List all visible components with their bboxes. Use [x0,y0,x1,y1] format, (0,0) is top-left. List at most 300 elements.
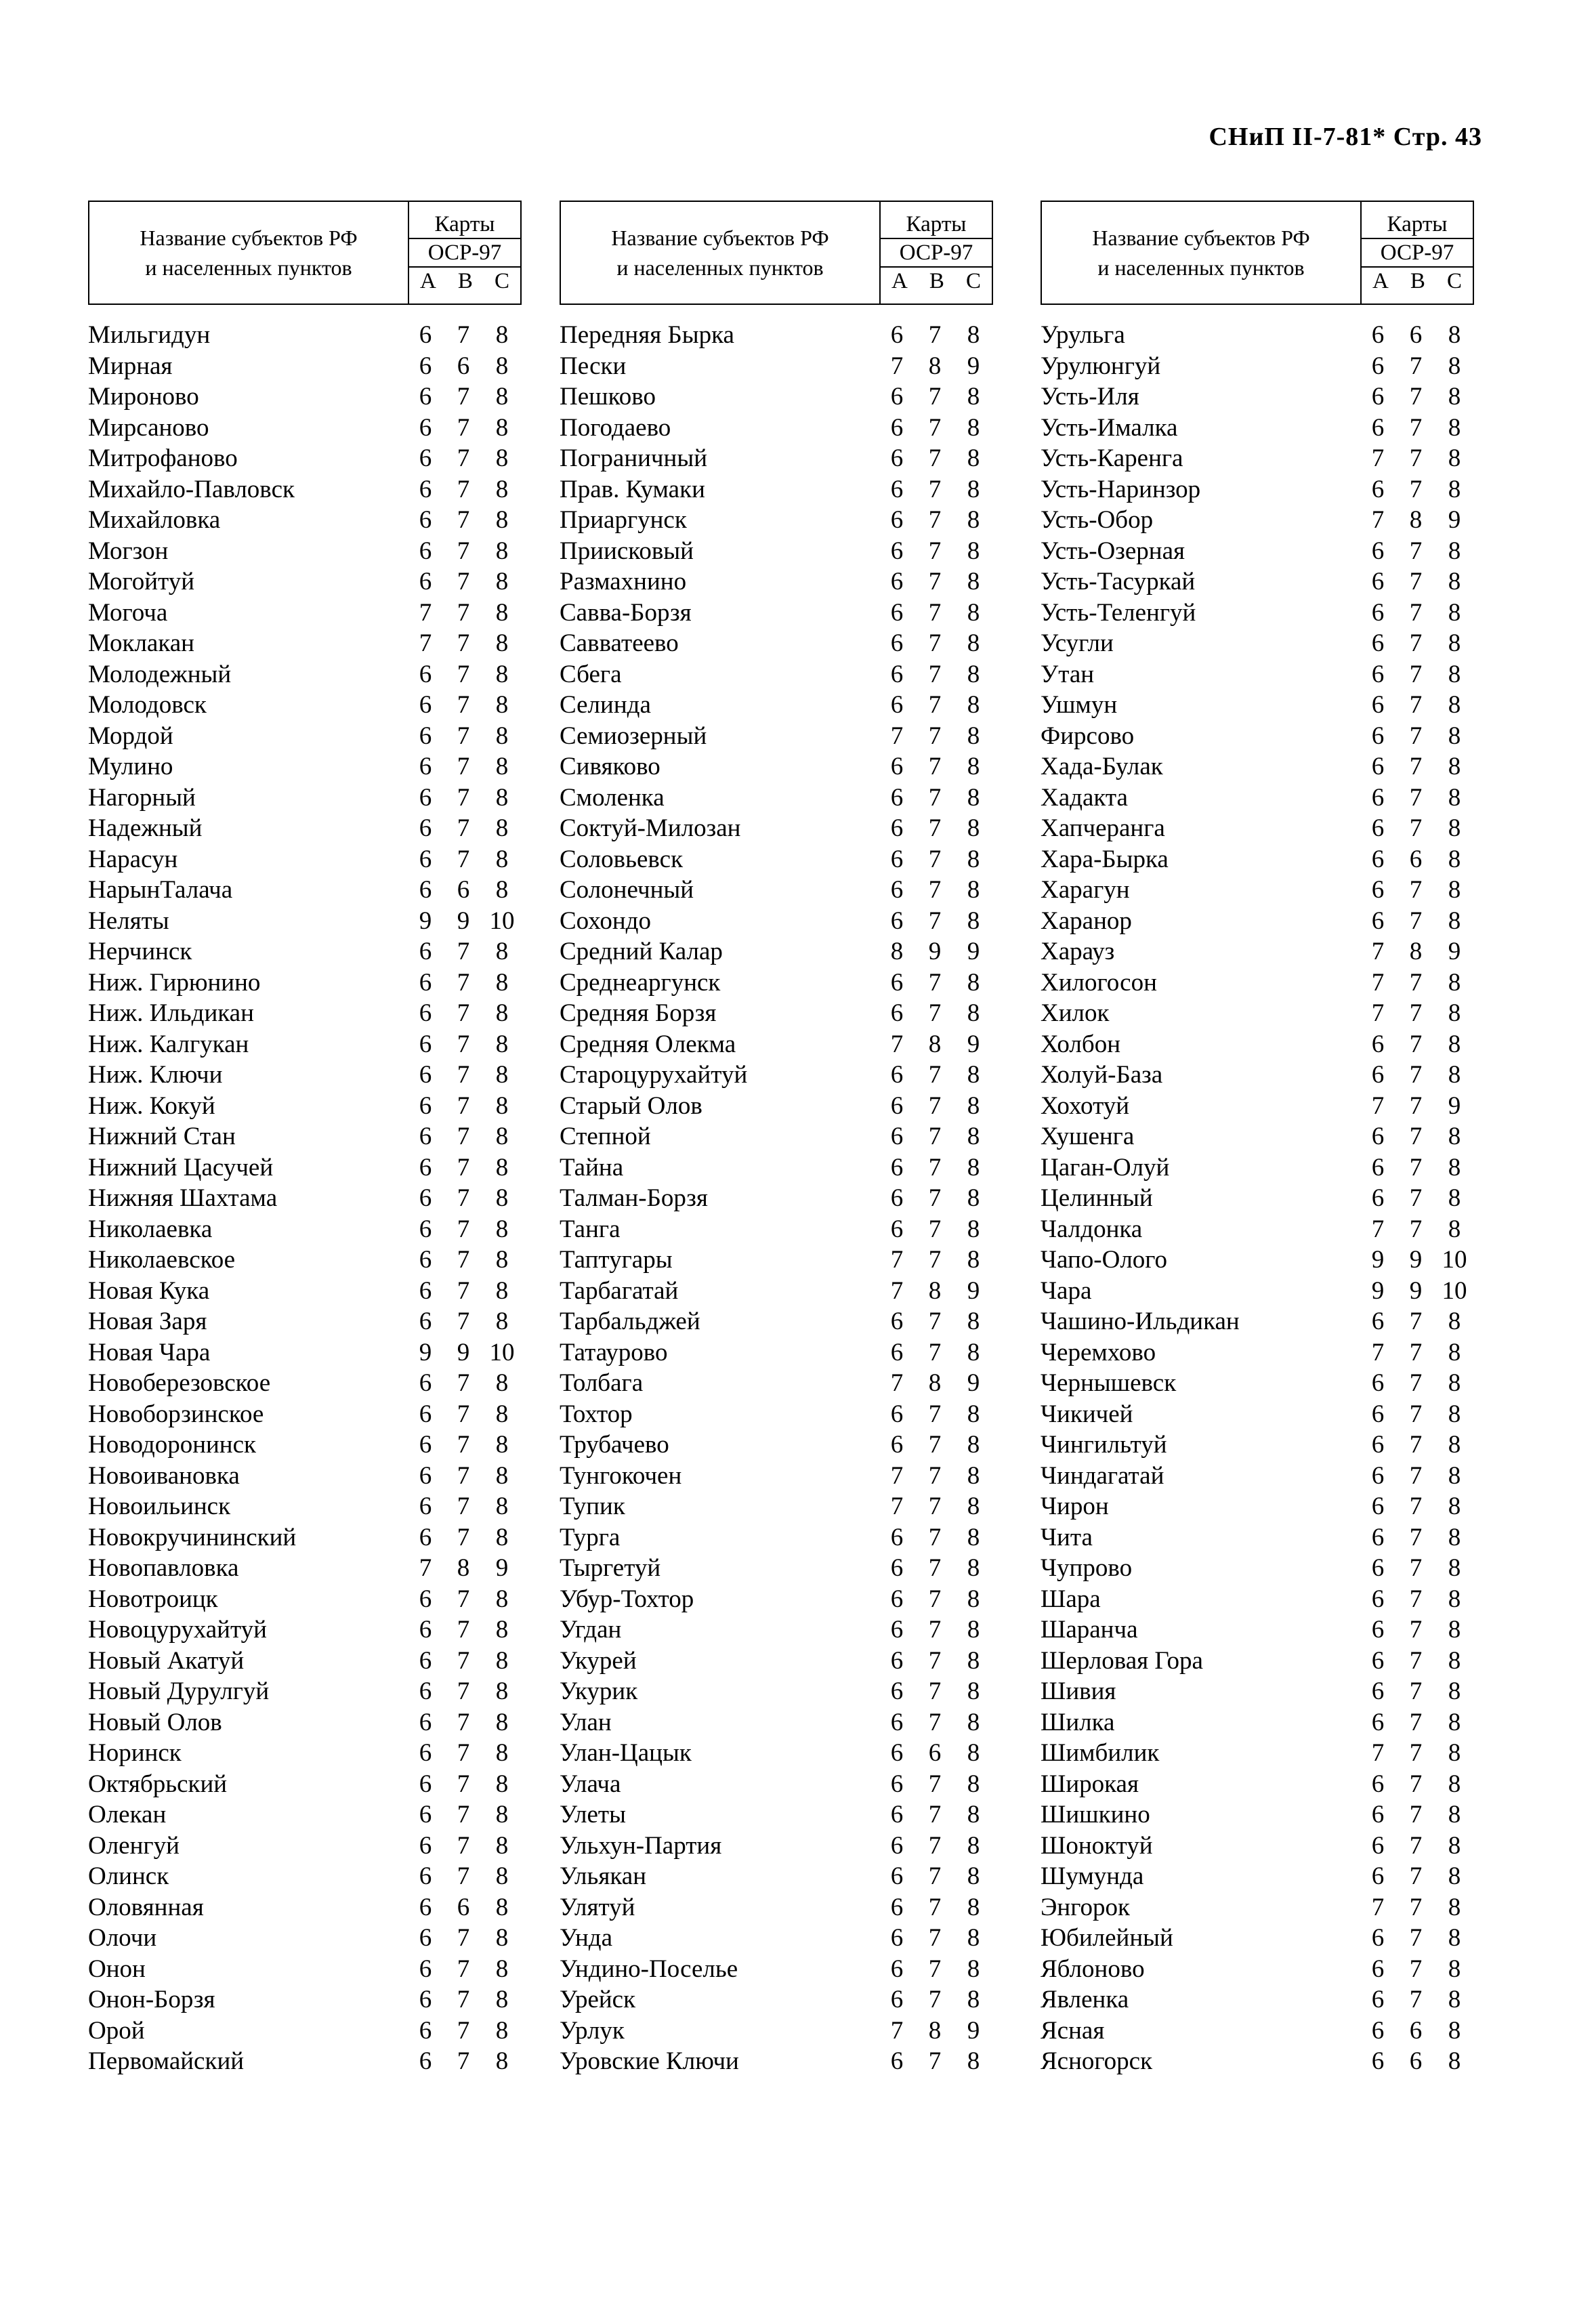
map-a-value: 6 [419,1646,432,1675]
map-c-value: 8 [1448,999,1461,1028]
table-row [88,1646,522,1677]
table-row [1041,2015,1474,2047]
map-a-value: 6 [1371,1431,1385,1459]
table-column-2 [560,201,993,2077]
map-a-value: 6 [890,999,904,1028]
map-a-value: 7 [1371,1091,1385,1120]
map-b-value: 7 [928,1400,942,1428]
map-c-value: 8 [1448,537,1461,565]
map-a-value: 6 [1371,1492,1385,1521]
map-b-value: 7 [928,660,942,688]
map-c-value: 8 [495,1091,509,1120]
table-row [88,967,522,999]
map-c-value: 8 [495,506,509,535]
map-b-value: 8 [457,1554,470,1583]
map-b-value: 7 [457,1523,470,1551]
map-c-value: 8 [1448,1030,1461,1058]
table-row [1041,1491,1474,1522]
map-c-value: 8 [1448,1492,1461,1521]
map-c-value: 8 [967,968,980,997]
map-a-value: 6 [1371,691,1385,719]
map-a-value: 7 [890,1246,904,1274]
map-a-value: 6 [419,1616,432,1644]
map-a-value: 6 [890,814,904,843]
map-c-value: 8 [967,1955,980,1983]
map-a-value: 6 [890,568,904,596]
map-a-value: 6 [890,845,904,873]
table-row [560,1522,993,1553]
settlement-name: Нагорный [88,783,196,812]
map-a-value: 6 [890,383,904,411]
map-c-value: 8 [495,660,509,688]
map-c-value: 8 [1448,753,1461,781]
map-c-value: 8 [1448,1893,1461,1921]
map-a-value: 6 [419,1431,432,1459]
map-b-value: 7 [457,1585,470,1613]
map-a-value: 6 [419,1246,432,1274]
map-a-value: 6 [1371,1061,1385,1089]
map-c-value: 8 [967,1308,980,1336]
map-b-value: 7 [457,1123,470,1151]
settlement-name: Михайловка [88,506,221,535]
table-row [560,2015,993,2047]
map-a-value: 6 [890,1400,904,1428]
map-a-value: 6 [890,1739,904,1768]
map-a-value: 7 [1371,1215,1385,1243]
table-row [88,1337,522,1369]
table-row [88,536,522,567]
maps-header-line2: ОСР-97 [1362,238,1473,268]
table-rows [560,320,993,2077]
map-c-value: 8 [495,629,509,658]
map-b-value: 7 [457,1461,470,1490]
map-b-value: 7 [1409,906,1423,935]
map-c-value: 8 [1448,413,1461,442]
map-a-value: 6 [419,568,432,596]
table-row [1041,1584,1474,1615]
table-row [560,2046,993,2077]
map-b-value: 7 [1409,1431,1423,1459]
settlement-name: Шумунда [1041,1862,1144,1891]
table-row [88,381,522,413]
map-c-value: 8 [967,537,980,565]
settlement-name: Чирон [1041,1492,1109,1521]
settlement-name: Шаранча [1041,1616,1138,1644]
settlement-name: Усть-Ималка [1041,413,1178,442]
map-a-value: 6 [419,1276,432,1305]
map-b-value: 7 [1409,629,1423,658]
table-row [560,998,993,1029]
map-a-value: 7 [419,1554,432,1583]
map-c-value: 8 [967,321,980,350]
map-c-value: 8 [1448,906,1461,935]
map-c-value: 8 [967,660,980,688]
map-b-value: 7 [457,1308,470,1336]
map-b-value: 7 [1409,999,1423,1028]
table-column-1 [88,201,522,2077]
map-a-value: 6 [419,537,432,565]
map-a-value: 6 [419,1955,432,1983]
map-c-value: 8 [1448,629,1461,658]
map-a-value: 6 [1371,1708,1385,1736]
map-a-value: 6 [419,1184,432,1213]
map-c-value: 8 [495,413,509,442]
settlement-name: Неляты [88,906,169,935]
map-a-value: 6 [1371,1955,1385,1983]
map-a-value: 6 [1371,845,1385,873]
table-row [1041,1029,1474,1060]
map-c-value: 8 [1448,691,1461,719]
map-a-value: 6 [419,1770,432,1798]
table-row [1041,320,1474,351]
map-c-value: 8 [967,691,980,719]
map-a-value: 6 [419,352,432,380]
map-a-value: 7 [1371,1893,1385,1921]
settlement-name: Тайна [560,1153,624,1182]
settlement-name: Митрофаново [88,444,238,473]
table-row [560,1491,993,1522]
map-c-value: 9 [967,1369,980,1398]
settlement-name: Широкая [1041,1770,1139,1798]
map-c-value: 8 [1448,1123,1461,1151]
map-c-value: 8 [967,1862,980,1891]
settlement-name: Хара-Бырка [1041,845,1169,873]
name-header-line1: Название субъектов РФ [1092,226,1310,250]
map-b-value: 7 [457,1677,470,1706]
table-row [88,1214,522,1245]
map-b-value: 7 [928,1431,942,1459]
map-b-value: 7 [928,1338,942,1366]
settlement-name: Усть-Иля [1041,383,1139,411]
settlement-name: Мирная [88,352,173,380]
map-c-value: 8 [495,1400,509,1428]
map-b-value: 6 [928,1739,942,1768]
table-row [560,413,993,444]
map-a-value: 6 [1371,753,1385,781]
settlement-name: Убур-Тохтор [560,1585,694,1613]
table-row [560,721,993,752]
settlement-name: Новая Заря [88,1308,207,1336]
map-a-value: 6 [419,1986,432,2014]
table-row [560,1892,993,1923]
settlement-name: Утан [1041,660,1095,688]
table-header [1041,201,1474,305]
settlement-name: Среднеаргунск [560,968,721,997]
name-header-line1: Название субъектов РФ [140,226,358,250]
map-b-value: 7 [457,2047,470,2076]
settlement-name: Хадакта [1041,783,1128,812]
table-row [1041,659,1474,690]
map-a-value: 6 [419,1123,432,1151]
settlement-name: Шерловая Гора [1041,1646,1203,1675]
map-b-value: 6 [457,352,470,380]
table-row [88,1984,522,2015]
map-b-value: 7 [1409,1739,1423,1768]
table-row [1041,1091,1474,1122]
table-row [88,413,522,444]
maps-header-line1: Карты [906,212,967,236]
map-b-value: 7 [928,598,942,627]
map-a-value: 6 [419,1831,432,1860]
map-b-value: 7 [457,814,470,843]
map-c-value: 8 [1448,722,1461,750]
map-c-value: 10 [1442,1246,1467,1274]
map-a-value: 6 [419,691,432,719]
settlement-name: Хилок [1041,999,1110,1028]
map-b-value: 6 [1409,2016,1423,2045]
map-b-value: 7 [928,1616,942,1644]
settlement-name: Нижний Стан [88,1123,236,1151]
settlement-name: Танга [560,1215,621,1243]
map-b-value: 7 [1409,1986,1423,2014]
map-b-value: 7 [457,783,470,812]
table-row [560,1276,993,1307]
map-a-value: 6 [419,2016,432,2045]
settlement-name: Фирсово [1041,722,1135,750]
settlement-name: Старый Олов [560,1091,702,1120]
table-row [1041,1676,1474,1707]
map-a-value: 6 [890,1431,904,1459]
settlement-name: НарынТалача [88,876,233,904]
table-row [1041,782,1474,814]
map-a-value: 6 [1371,1585,1385,1613]
map-b-value: 9 [1409,1276,1423,1305]
map-a-value: 6 [890,1708,904,1736]
map-a-value: 7 [890,2016,904,2045]
col-b-header: В [929,269,944,293]
map-b-value: 7 [928,1801,942,1829]
map-b-value: 7 [457,413,470,442]
map-a-value: 6 [890,906,904,935]
map-c-value: 8 [1448,1739,1461,1768]
map-c-value: 8 [1448,1431,1461,1459]
map-b-value: 7 [457,1276,470,1305]
table-row [88,1923,522,1954]
map-b-value: 7 [1409,352,1423,380]
map-c-value: 8 [967,1338,980,1366]
map-c-value: 8 [495,2016,509,2045]
map-a-value: 6 [1371,1523,1385,1551]
map-a-value: 6 [890,1061,904,1089]
map-b-value: 7 [1409,1801,1423,1829]
map-c-value: 8 [967,1646,980,1675]
map-b-value: 9 [928,938,942,966]
table-row [88,1799,522,1831]
map-c-value: 8 [1448,1862,1461,1891]
table-row [88,1738,522,1769]
map-a-value: 6 [419,1030,432,1058]
settlement-name: Михайло-Павловск [88,475,295,503]
map-b-value: 7 [1409,753,1423,781]
settlement-name: Уровские Ключи [560,2047,739,2076]
table-row [88,1831,522,1862]
settlement-name: Харагун [1041,876,1130,904]
map-b-value: 7 [457,1801,470,1829]
map-c-value: 8 [1448,321,1461,350]
settlement-name: Мильгидун [88,321,211,350]
map-c-value: 8 [1448,352,1461,380]
map-b-value: 7 [1409,1153,1423,1182]
col-c-header: С [494,269,509,293]
settlement-name: Средняя Борзя [560,999,717,1028]
maps-header-line2: ОСР-97 [881,238,992,268]
table-row [88,1584,522,1615]
map-c-value: 8 [1448,1955,1461,1983]
maps-header-line1: Карты [434,212,495,236]
settlement-name: Хохотуй [1041,1091,1130,1120]
table-row [88,1091,522,1122]
settlement-name: Новый Акатуй [88,1646,245,1675]
map-b-value: 7 [928,1215,942,1243]
map-a-value: 7 [1371,938,1385,966]
table-row [560,875,993,906]
table-row [1041,1861,1474,1892]
map-b-value: 8 [928,352,942,380]
settlement-name: Тыргетуй [560,1554,661,1583]
map-a-value: 6 [1371,1400,1385,1428]
settlement-name: Хапчеранга [1041,814,1165,843]
map-a-value: 6 [419,968,432,997]
settlement-name: Могзон [88,537,169,565]
map-a-value: 6 [419,475,432,503]
settlement-name: Прав. Кумаки [560,475,705,503]
map-c-value: 8 [967,876,980,904]
map-a-value: 6 [1371,568,1385,596]
table-row [560,1646,993,1677]
map-a-value: 6 [1371,1554,1385,1583]
settlement-name: Ниж. Кокуй [88,1091,215,1120]
settlement-name: Явленка [1041,1986,1129,2014]
settlement-name: Средняя Олекма [560,1030,736,1058]
map-a-value: 6 [419,1893,432,1921]
map-a-value: 6 [890,444,904,473]
map-c-value: 8 [1448,2016,1461,2045]
map-a-value: 6 [890,413,904,442]
table-row [1041,1892,1474,1923]
map-c-value: 8 [495,1585,509,1613]
table-row [88,628,522,659]
map-b-value: 7 [457,1616,470,1644]
map-c-value: 8 [967,722,980,750]
map-c-value: 8 [967,506,980,535]
map-b-value: 7 [928,475,942,503]
table-row [560,906,993,937]
map-a-value: 6 [1371,1184,1385,1213]
map-c-value: 8 [1448,598,1461,627]
map-b-value: 7 [928,413,942,442]
settlement-name: Хилогосон [1041,968,1157,997]
table-header [560,201,993,305]
map-b-value: 7 [928,1862,942,1891]
table-row [88,1461,522,1492]
name-column-header [89,202,409,304]
table-column-3 [1041,201,1474,2077]
map-c-value: 8 [967,1554,980,1583]
settlement-name: Приаргунск [560,506,687,535]
map-b-value: 7 [1409,1123,1423,1151]
map-b-value: 8 [928,1030,942,1058]
map-b-value: 7 [1409,1770,1423,1798]
map-b-value: 7 [928,568,942,596]
map-b-value: 7 [1409,1862,1423,1891]
settlement-name: Сохондо [560,906,651,935]
map-c-value: 8 [1448,1061,1461,1089]
settlement-name: Унда [560,1924,612,1952]
map-c-value: 8 [967,444,980,473]
settlement-name: Усть-Озерная [1041,537,1185,565]
map-a-value: 6 [1371,1153,1385,1182]
table-row [1041,413,1474,444]
map-b-value: 7 [457,845,470,873]
table-row [1041,1060,1474,1091]
settlement-name: Норинск [88,1739,182,1768]
map-c-value: 8 [1448,1924,1461,1952]
settlement-name: Шилка [1041,1708,1115,1736]
settlement-name: Шимбилик [1041,1739,1160,1768]
map-c-value: 10 [1442,1276,1467,1305]
map-c-value: 8 [967,845,980,873]
table-row [1041,1707,1474,1738]
map-b-value: 8 [928,1276,942,1305]
map-c-value: 8 [495,1030,509,1058]
settlement-name: Мирсаново [88,413,209,442]
map-a-value: 6 [419,876,432,904]
map-c-value: 8 [967,598,980,627]
table-row [560,1183,993,1214]
map-a-value: 6 [419,444,432,473]
table-row [560,1861,993,1892]
map-b-value: 7 [457,691,470,719]
map-c-value: 8 [967,1153,980,1182]
settlement-name: Новая Кука [88,1276,210,1305]
page-header: СНиП II-7-81* Стр. 43 [1209,123,1482,151]
map-b-value: 7 [928,1061,942,1089]
settlement-name: Погодаево [560,413,671,442]
map-c-value: 8 [495,1955,509,1983]
col-c-header: С [1446,269,1462,293]
map-b-value: 7 [1409,1955,1423,1983]
name-header-line2: и населенных пунктов [616,255,824,280]
settlement-name: Шишкино [1041,1801,1150,1829]
table-row [560,1337,993,1369]
map-a-value: 8 [890,938,904,966]
settlement-name: Первомайский [88,2047,245,2076]
table-row [88,1707,522,1738]
settlement-name: Савва-Борзя [560,598,692,627]
settlement-name: Приисковый [560,537,694,565]
map-a-value: 6 [419,1308,432,1336]
maps-column-header [881,202,992,304]
table-row [1041,536,1474,567]
table-header [88,201,522,305]
map-b-value: 7 [457,506,470,535]
map-c-value: 8 [967,2047,980,2076]
map-a-value: 6 [890,321,904,350]
map-b-value: 7 [928,691,942,719]
table-row [560,1676,993,1707]
map-b-value: 7 [928,444,942,473]
settlement-name: Ясногорск [1041,2047,1153,2076]
settlement-name: Харанор [1041,906,1132,935]
map-c-value: 8 [1448,1708,1461,1736]
map-a-value: 9 [1371,1276,1385,1305]
map-b-value: 7 [928,383,942,411]
map-a-value: 7 [890,1030,904,1058]
map-a-value: 6 [419,660,432,688]
table-row [88,1491,522,1522]
table-row [1041,1337,1474,1369]
table-row [560,1738,993,1769]
